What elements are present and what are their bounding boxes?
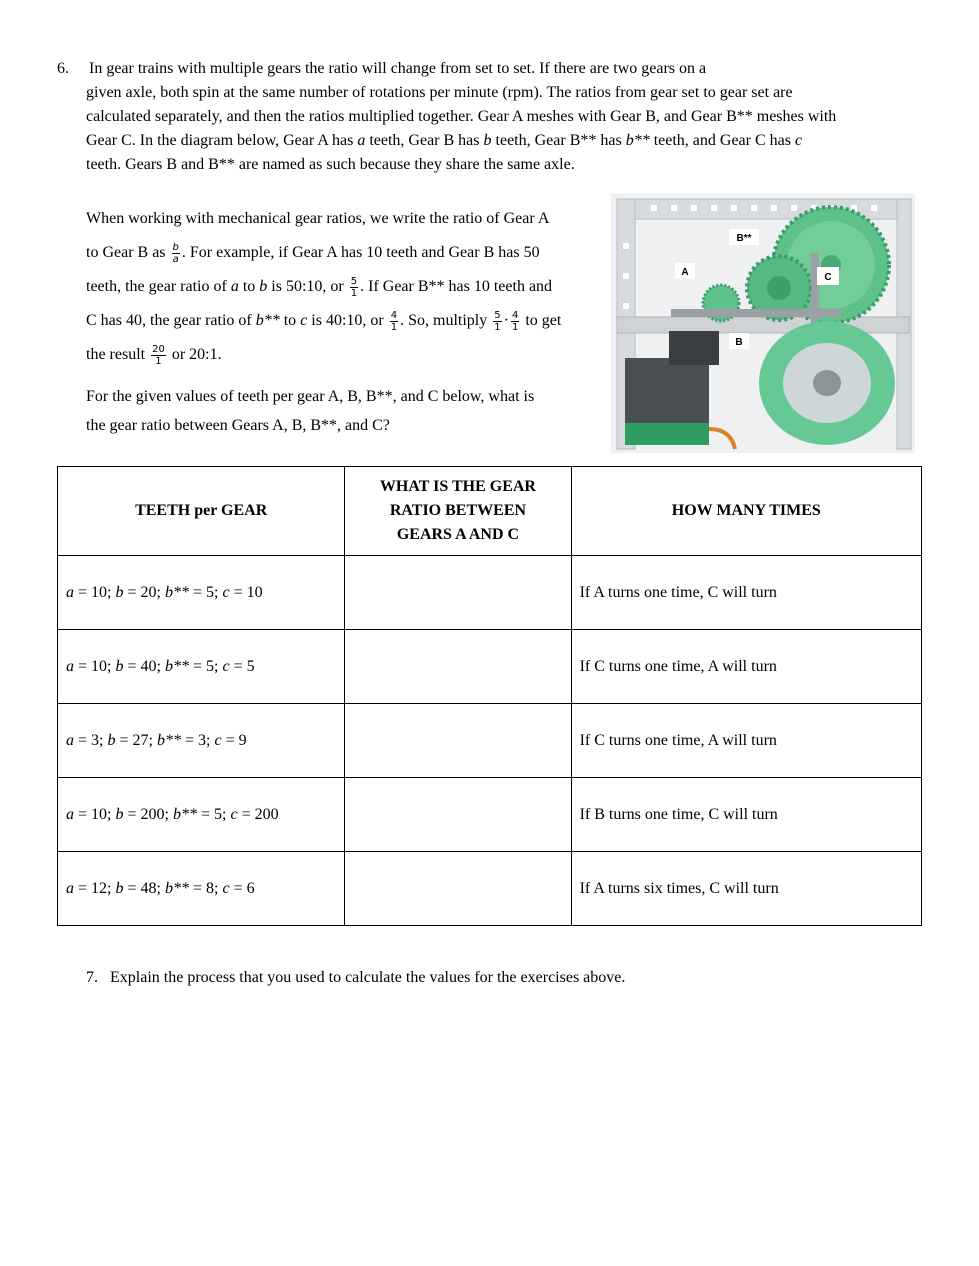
- table-row: [58, 704, 922, 778]
- fraction-4-over-1: $\frac{4}{1}$: [390, 309, 398, 333]
- question-prompt: For the given values of teeth per gear A, B, B**, and C below, what is the gear ratio between Gears A, B, B**, and C?: [86, 388, 535, 434]
- teeth-cell: a = 12; b = 48; b** = 8; c = 6: [58, 852, 345, 926]
- question-6-line5: teeth. Gears B and B** are named as such because they share the same axle.: [86, 156, 575, 173]
- fraction-20-over-1: $\frac{20}{1}$: [152, 343, 165, 367]
- gear-ratio-table: [57, 466, 922, 926]
- teeth-cell: a = 3; b = 27; b** = 3; c = 9: [58, 704, 345, 778]
- ratio-answer-cell[interactable]: [345, 704, 571, 778]
- header-teeth: TEETH per GEAR: [58, 467, 345, 556]
- ratio-answer-cell[interactable]: [345, 556, 571, 630]
- ratio-answer-cell[interactable]: [345, 630, 571, 704]
- header-ratio: WHAT IS THE GEAR RATIO BETWEEN GEARS A AND C: [345, 467, 571, 556]
- teeth-cell: a = 10; b = 20; b** = 5; c = 10: [58, 556, 345, 630]
- question-6-line1: In gear trains with multiple gears the ratio will change from set to set. If there are two gears on a: [89, 60, 707, 77]
- question-6-line4: Gear C. In the diagram below, Gear A has a teeth, Gear B has b teeth, Gear B** has b** teeth, and Gear C has c: [86, 132, 803, 149]
- table-row: [58, 556, 922, 630]
- teeth-cell: a = 10; b = 200; b** = 5; c = 200: [58, 778, 345, 852]
- question-number: 7.: [86, 969, 98, 986]
- gear-train-photo: [611, 193, 915, 453]
- teeth-cell: a = 10; b = 40; b** = 5; c = 5: [58, 630, 345, 704]
- photo-label-a: A: [681, 267, 689, 278]
- table-row: [58, 630, 922, 704]
- table-row: [58, 852, 922, 926]
- question-7: [86, 966, 886, 990]
- times-cell: If A turns one time, C will turn: [571, 556, 921, 630]
- question-number: 6.: [57, 60, 69, 77]
- gear-ratio-explanation: When working with mechanical gear ratios, we write the ratio of Gear A to Gear B as $\frac{b}{a}$ . For example, if Gear A has 10 teeth and Gear B has 50 teeth, the gear ratio of a to b is 50:10, or $\frac{5}{1}$ . If Gear B** has 10 teeth and C has 40, the gear ratio of b** to c is 40:10, or $\frac{4}{1}$ . So, multiply $\frac{5}{1}$ · $\frac{4}{1}$ to get the result $\frac{20}{1}$ or 20:1.: [86, 210, 562, 367]
- ratio-answer-cell[interactable]: [345, 852, 571, 926]
- fraction-b-over-a: $\frac{b}{a}$: [172, 241, 179, 265]
- photo-label-b: B: [735, 337, 743, 348]
- times-cell: If A turns six times, C will turn: [571, 852, 921, 926]
- photo-label-c: C: [824, 272, 832, 283]
- times-cell: If C turns one time, A will turn: [571, 704, 921, 778]
- table-header-row: [58, 467, 922, 556]
- table-row: [58, 778, 922, 852]
- photo-label-bss: B**: [736, 233, 752, 244]
- ratio-answer-cell[interactable]: [345, 778, 571, 852]
- times-cell: If B turns one time, C will turn: [571, 778, 921, 852]
- header-times: HOW MANY TIMES: [571, 467, 921, 556]
- question-6-line2: given axle, both spin at the same number of rotations per minute (rpm). The ratios from gear set to gear set are: [86, 84, 793, 101]
- question-7-text: Explain the process that you used to calculate the values for the exercises above.: [110, 969, 626, 986]
- question-6-line3: calculated separately, and then the ratios multiplied together. Gear A meshes with Gear B, and Gear B** meshes with: [86, 108, 837, 125]
- fraction-5-over-1: $\frac{5}{1}$: [350, 275, 358, 299]
- times-cell: If C turns one time, A will turn: [571, 630, 921, 704]
- question-6: [57, 57, 919, 177]
